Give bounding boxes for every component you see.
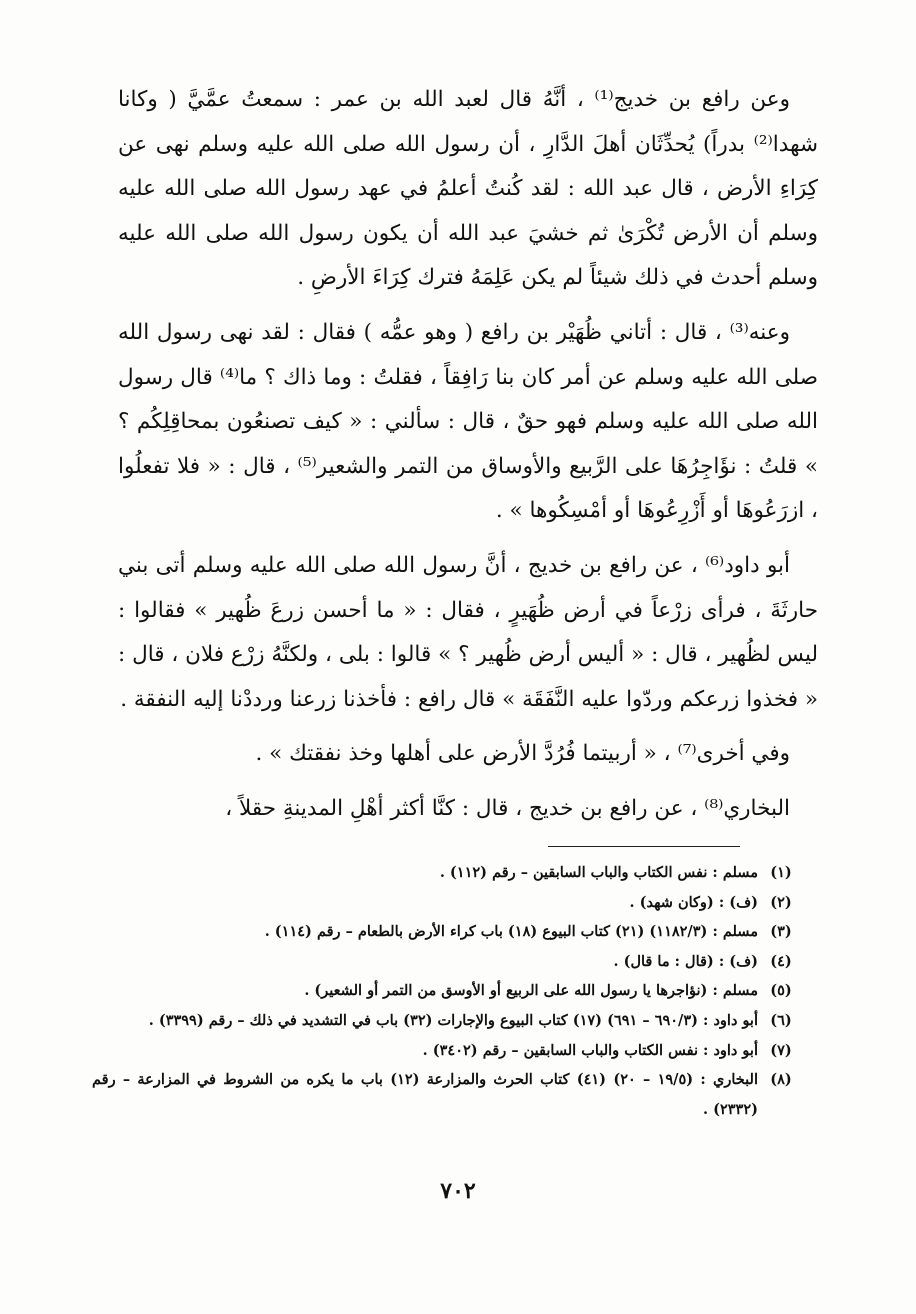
footnote-1 bbox=[92, 858, 804, 888]
footnote-2 bbox=[92, 888, 804, 918]
page-number: ٧٠٢ bbox=[440, 1178, 476, 1204]
footnote-number: (١) bbox=[770, 864, 792, 881]
footnote-number: (٥) bbox=[770, 982, 792, 1000]
paragraph-rafi-hadith: وعن رافع بن خديج⁽¹⁾ ، أنَّهُ قال لعبد الله بن عمر : سمعتُ عمَّيَّ ( وكانا شهدا⁽²⁾ بدراً) يُحدِّثَان أهلَ الدَّارِ ، أن رسول الله صلى الله عليه وسلم نهى عن كِرَاءِ الأرض ، قال عبد الله : لقد كُنتُ أعلمُ في عهد رسول الله صلى الله عليه وسلم أن الأرض تُكْرَىٰ ثم خشيَ عبد الله أن يكون رسول الله صلى الله عليه وسلم أحدث في ذلك شيئاً لم يكن عَلِمَهُ فترك كِرَاءَ الأرضِ . bbox=[118, 87, 818, 291]
footnote-text: أبو داود : (٦٩٠/٣ – ٦٩١) (١٧) كتاب البيوع والإجارات (٣٢) باب في التشديد في ذلك – رقم (٣٣٩٩) . bbox=[148, 1011, 758, 1029]
paragraph-zuhair-hadith: وعنه⁽³⁾ ، قال : أتاني ظُهَيْر بن رافع ( وهو عمُّه ) فقال : لقد نهى رسول الله صلى الله عليه وسلم عن أمر كان بنا رَافِقاً ، فقلتُ : وما ذاك ؟ ما⁽⁴⁾ قال رسول الله صلى الله عليه وسلم فهو حقٌ ، قال : سألني : « كيف تصنعُون بمحاقِلِكُم ؟ » قلتُ : نؤَاجِرُهَا على الرَّبيع والأوساق من التمر والشعير⁽⁵⁾ ، قال : « فلا تفعلُوا ، ازرَعُوهَا أو أَزْرِعُوهَا أو أمْسِكُوها » . bbox=[118, 319, 818, 524]
footnote-text: (ف) : (قال : ما قال) . bbox=[613, 952, 758, 970]
footnote-text: مسلم : (نؤاجرها يا رسول الله على الربيع أو الأوسق من التمر أو الشعير) . bbox=[304, 982, 758, 1000]
footnote-5 bbox=[92, 976, 804, 1006]
main-text bbox=[118, 78, 818, 842]
footnote-number: (٦) bbox=[770, 1011, 792, 1029]
footnote-text: البخاري : (١٩/٥ – ٢٠) (٤١) كتاب الحرث والمزارعة (١٢) باب ما يكره من الشروط في المزارعة – رقم (٢٣٣٢) . bbox=[92, 1071, 758, 1118]
footnote-number: (٨) bbox=[770, 1071, 792, 1089]
footnote-text: مسلم : (١١٨٢/٣) (٢١) كتاب البيوع (١٨) باب كراء الأرض بالطعام – رقم (١١٤) . bbox=[264, 923, 758, 941]
paragraph-bukhari: البخاري⁽⁸⁾ ، عن رافع بن خديج ، قال : كنَّا أكثر أهْلِ المدينةِ حقلاً ، bbox=[225, 795, 790, 821]
paragraph-another-narration: وفي أخرى⁽⁷⁾ ، « أربيتما فُرُدَّ الأرض على أهلها وخذ نفقتك » . bbox=[255, 741, 790, 767]
footnote-7 bbox=[92, 1036, 804, 1066]
footnote-number: (٤) bbox=[770, 952, 792, 970]
paragraph-abu-dawud: أبو داود⁽⁶⁾ ، عن رافع بن خديج ، أنَّ رسول الله صلى الله عليه وسلم أتى بني حارثَةَ ، فرأى زرْعاً في أرض ظُهَيرٍ ، فقال : « ما أحسن زرعَ ظُهير » فقالوا : ليس لظُهير ، قال : « أليس أرض ظُهير ؟ » قالوا : بلى ، ولكنَّهُ زرْع فلان ، قال : « فخذوا زرعكم وردّوا عليه النَّفَقَة » قال رافع : فأخذنا زرعنا ورددْنا إليه النفقة . bbox=[118, 552, 818, 712]
footnote-3 bbox=[92, 917, 804, 947]
footnote-text: مسلم : نفس الكتاب والباب السابقين – رقم (١١٢) . bbox=[439, 864, 758, 881]
footnote-6 bbox=[92, 1006, 804, 1036]
footnotes bbox=[92, 858, 804, 1124]
footnote-divider bbox=[548, 846, 740, 847]
footnote-text: (ف) : (وكان شهد) . bbox=[629, 893, 758, 911]
footnote-number: (٧) bbox=[770, 1041, 792, 1059]
footnote-text: أبو داود : نفس الكتاب والباب السابقين – رقم (٣٤٠٢) . bbox=[422, 1041, 758, 1059]
footnote-number: (٣) bbox=[770, 923, 792, 941]
footnote-number: (٢) bbox=[770, 893, 792, 911]
footnote-8 bbox=[92, 1065, 804, 1124]
footnote-4 bbox=[92, 947, 804, 977]
